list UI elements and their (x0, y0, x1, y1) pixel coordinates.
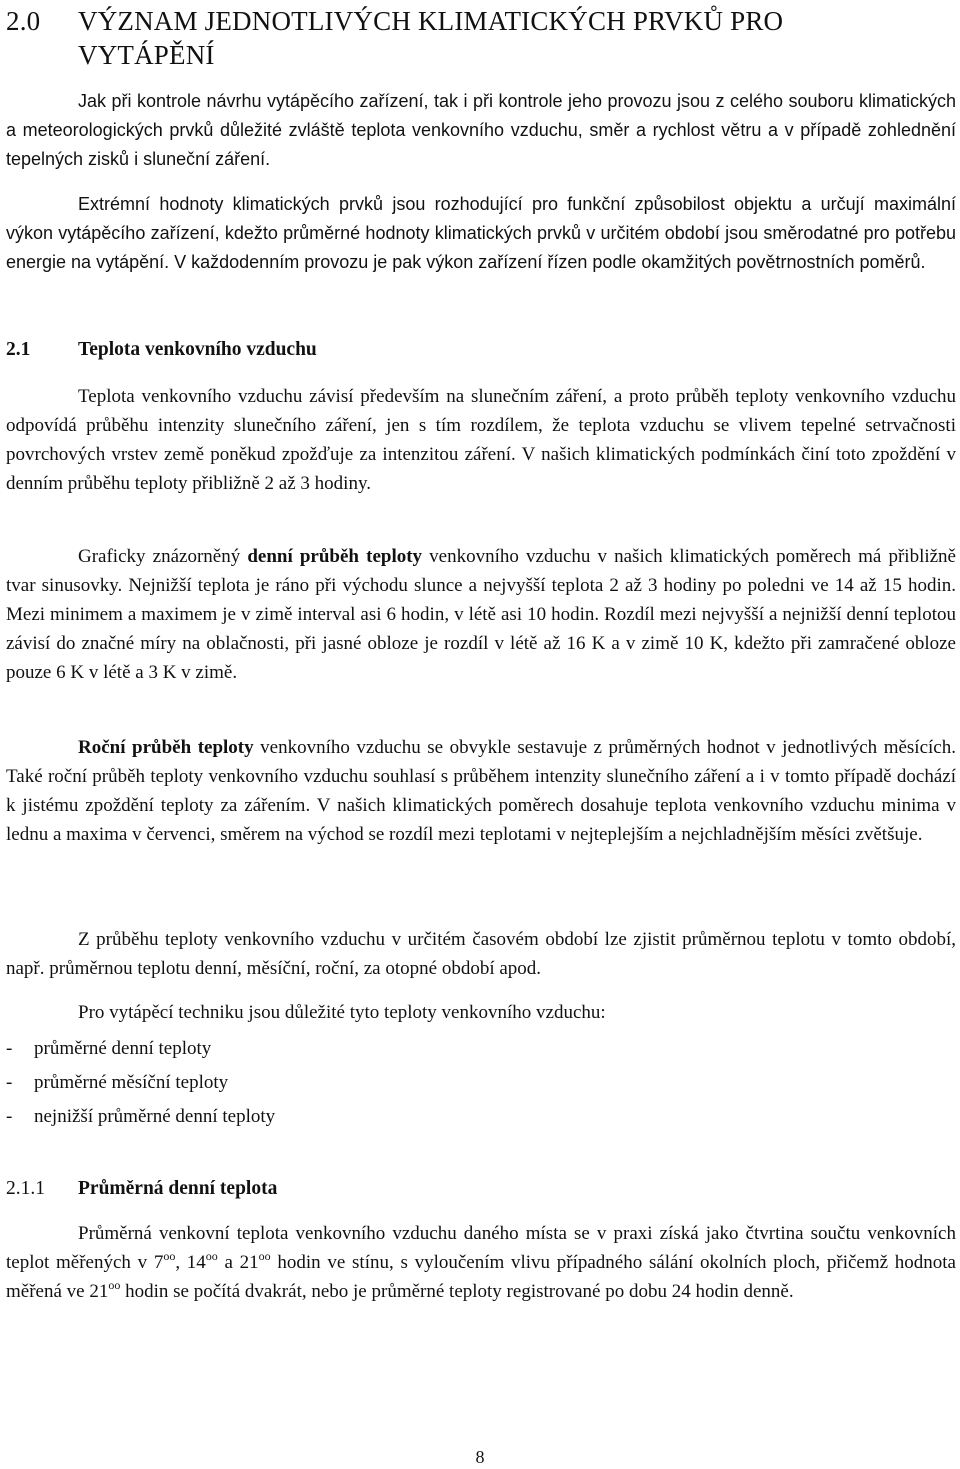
section-heading-2-1 (6, 335, 317, 364)
list-item-text: průměrné měsíční teploty (34, 1072, 229, 1093)
avg-text-5: hodin se počítá dvakrát, nebo je průměrné teploty registrované po dobu 24 hodin denně. (120, 1281, 794, 1302)
page-number: 8 (475, 1447, 485, 1467)
intro-paragraph-1 (6, 87, 956, 174)
avg-text-2: , 14 (175, 1252, 206, 1273)
chapter-title-line1: VÝZNAM JEDNOTLIVÝCH KLIMATICKÝCH PRVKŮ PRO (78, 6, 784, 36)
chapter-title-line2: VYTÁPĚNÍ (78, 40, 215, 70)
temperature-paragraph-4 (6, 925, 956, 983)
avg-text-3: a 21 (217, 1252, 259, 1273)
average-temperature-paragraph (6, 1219, 956, 1306)
list-dash: - (6, 1038, 13, 1059)
intro-paragraph-2 (6, 190, 956, 277)
paragraph-3-post: venkovního vzduchu se obvykle sestavuje z průměrných hodnot v jednotlivých měsících. Také roční průběh teploty venkovního vzduchu souhlasí s průběhem intenzity slunečního záření a i v tomto případě dochází k jistému zpoždění teploty za zářením. V našich klimatických poměrech dosahuje teplota venkovního vzduchu minima v lednu a maxima v červenci, směrem na východ se rozdíl mezi teplotami v nejteplejším a nejchladnějším měsíci zvětšuje. (6, 737, 956, 845)
avg-text-4: hodin ve stínu, s vyloučením vlivu případného sálání okolních ploch, přičemž hodnota měřená ve 21 (6, 1252, 956, 1302)
section-heading-2-1-1 (6, 1174, 277, 1203)
chapter-number: 2.0 (6, 6, 41, 36)
list-dash: - (6, 1072, 13, 1093)
temperature-paragraph-5-text: Pro vytápěcí techniku jsou důležité tyto teploty venkovního vzduchu: (78, 1002, 606, 1023)
chapter-heading-line1 (6, 4, 946, 38)
list-item (6, 1032, 275, 1066)
daily-course-emphasis: denní průběh teploty (247, 546, 423, 567)
avg-text-1: Průměrná venkovní teplota venkovního vzduchu daného místa se v praxi získá jako čtvrtina součtu venkovních teplot měřených v 7 (6, 1223, 956, 1273)
superscript: oo (205, 1249, 218, 1263)
list-dash: - (6, 1106, 13, 1127)
list-item (6, 1066, 275, 1100)
temperature-paragraph-1-text: Teplota venkovního vzduchu závisí především na slunečním záření, a proto průběh teploty venkovního vzduchu odpovídá průběhu intenzity slunečního záření, jen s tím rozdílem, že teplota vzduchu se vlivem tepelné setrvačnosti povrchových vrstev země poněkud zpožďuje za intenzitou záření. V našich klimatických podmínkách činí toto zpoždění v denním průběhu teploty přibližně 2 až 3 hodiny. (6, 386, 956, 494)
temperature-paragraph-4-text: Z průběhu teploty venkovního vzduchu v určitém časovém období lze zjistit průměrnou teplotu v tomto období, např. průměrnou teplotu denní, měsíční, roční, za otopné období apod. (6, 929, 956, 979)
list-item-text: průměrné denní teploty (34, 1038, 212, 1059)
superscript: oo (258, 1249, 271, 1263)
intro-paragraph-1-text: Jak při kontrole návrhu vytápěcího zařízení, tak i při kontrole jeho provozu jsou z celého souboru klimatických a meteorologických prvků důležité zvláště teplota venkovního vzduchu, směr a rychlost větru a v případě zohlednění tepelných zisků i sluneční záření. (6, 91, 956, 169)
intro-paragraph-2-text-b: V každodenním provozu je pak výkon zařízení řízen podle okamžitých povětrnostních poměrů. (169, 252, 926, 272)
temperature-paragraph-3 (6, 733, 956, 849)
list-item (6, 1100, 275, 1134)
subsection-title: Průměrná denní teplota (78, 1178, 278, 1199)
temperature-list (6, 1032, 275, 1134)
paragraph-2-post: venkovního vzduchu v našich klimatických poměrech má přibližně tvar sinusovky. Nejnižší teplota je ráno při východu slunce a nejvyšší teplota 2 až 3 hodiny po poledni ve 14 až 15 hodin. Mezi minimem a maximem je v zimě interval asi 6 hodin, v létě asi 10 hodin. Rozdíl mezi nejvyšší a nejnižší denní teplotou závisí do značné míry na oblačnosti, při jasné obloze je rozdíl v létě až 16 K a v zimě 10 K, kdežto při zamračené obloze pouze 6 K v létě a 3 K v zimě. (6, 546, 956, 683)
paragraph-2-pre: Graficky znázorněný (78, 546, 248, 567)
chapter-heading (6, 4, 946, 72)
temperature-paragraph-1 (6, 382, 956, 498)
section-title: Teplota venkovního vzduchu (78, 339, 317, 360)
annual-course-emphasis: Roční průběh teploty (78, 737, 254, 758)
subsection-number: 2.1.1 (6, 1178, 45, 1199)
temperature-paragraph-5 (6, 998, 956, 1027)
superscript: oo (163, 1249, 176, 1263)
temperature-paragraph-2 (6, 542, 956, 687)
intro-paragraph-2-text-a: Extrémní hodnoty klimatických prvků jsou rozhodující pro funkční způsobilost objektu a určují maximální výkon vytápěcího zařízení, kdežto průměrné hodnoty klimatických prvků v určitém období jsou směrodatné pro potřebu energie na vytápění. (6, 194, 956, 272)
superscript: oo (108, 1278, 121, 1292)
section-number: 2.1 (6, 339, 31, 360)
list-item-text: nejnižší průměrné denní teploty (34, 1106, 276, 1127)
